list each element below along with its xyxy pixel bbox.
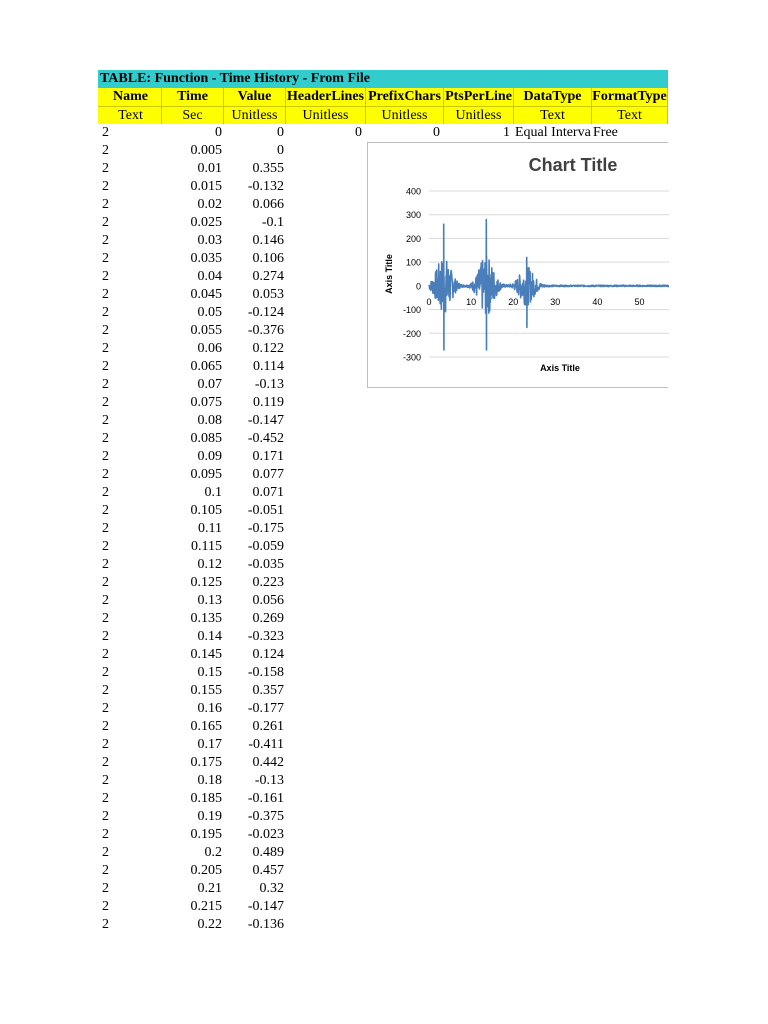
y-axis-title: Axis Title (384, 254, 394, 294)
table-cell[interactable]: 2 (102, 305, 109, 320)
header-cell[interactable]: Name (100, 88, 162, 106)
table-cell[interactable]: 2 (102, 791, 109, 806)
table-cell[interactable]: 0.124 (252, 647, 284, 662)
table-cell[interactable]: 2 (102, 539, 109, 554)
table-cell[interactable]: 0.053 (252, 287, 284, 302)
table-cell[interactable]: 0.15 (197, 665, 222, 680)
header-cell[interactable]: PtsPerLine (444, 88, 514, 106)
table-cell[interactable]: 0.095 (190, 467, 222, 482)
table-cell[interactable]: 2 (102, 359, 109, 374)
table-cell[interactable]: 0.08 (197, 413, 222, 428)
table-cell[interactable]: 0.06 (197, 341, 222, 356)
table-cell[interactable]: 0.442 (252, 755, 284, 770)
table-cell[interactable]: 0.119 (253, 395, 284, 410)
table-cell[interactable]: 0.175 (190, 755, 222, 770)
table-cell[interactable]: 2 (102, 917, 109, 932)
table-cell[interactable]: 0.125 (190, 575, 222, 590)
table-cell[interactable]: 0.17 (197, 737, 222, 752)
unit-cell[interactable]: Unitless (366, 106, 444, 124)
table-cell[interactable]: -0.13 (254, 377, 284, 392)
table-cell[interactable]: -0.035 (247, 557, 284, 572)
table-cell[interactable]: -0.375 (247, 809, 284, 824)
table-cell[interactable]: 2 (102, 863, 109, 878)
table-cell[interactable]: 0.13 (197, 593, 222, 608)
table-cell[interactable]: 0.274 (252, 269, 284, 284)
table-cell[interactable]: 0.357 (252, 683, 284, 698)
table-cell[interactable]: 0.18 (197, 773, 222, 788)
table-cell[interactable]: 2 (102, 755, 109, 770)
table-cell[interactable]: 0.22 (197, 917, 222, 932)
table-cell[interactable]: Equal Interva (515, 125, 591, 140)
table-cell[interactable]: 2 (102, 629, 109, 644)
table-cell[interactable]: 0.195 (190, 827, 222, 842)
table-cell[interactable]: 1 (503, 125, 510, 140)
y-tick-label: 0 (415, 281, 421, 292)
header-cell[interactable]: FormatType (592, 89, 667, 104)
table-cell[interactable]: 2 (102, 665, 109, 680)
table-cell[interactable]: -0.136 (247, 917, 284, 932)
table-cell[interactable]: 0.146 (252, 233, 284, 248)
table-cell[interactable]: 2 (102, 557, 109, 572)
header-edge (98, 106, 100, 124)
table-cell[interactable]: 0.355 (252, 161, 284, 176)
unit-cell[interactable]: Sec (162, 106, 224, 124)
table-cell[interactable]: -0.452 (247, 431, 284, 446)
table-cell[interactable]: 2 (102, 899, 109, 914)
table-cell[interactable]: 0.056 (252, 593, 284, 608)
table-cell[interactable]: 2 (102, 773, 109, 788)
table-cell[interactable]: 0.457 (252, 863, 284, 878)
header-cell[interactable]: HeaderLines (287, 89, 364, 104)
table-cell[interactable]: 0.11 (198, 521, 222, 536)
table-cell[interactable]: -0.147 (247, 413, 284, 428)
y-tick-label: -300 (402, 352, 421, 363)
table-cell[interactable]: 2 (102, 449, 109, 464)
table-cell[interactable]: 0.19 (197, 809, 222, 824)
chart-svg (368, 143, 669, 389)
table-cell[interactable]: -0.323 (247, 629, 284, 644)
table-cell[interactable]: -0.124 (247, 305, 284, 320)
table-cell[interactable]: 0.261 (252, 719, 284, 734)
table-cell[interactable]: 0.115 (191, 539, 222, 554)
table-cell[interactable]: 0.075 (190, 395, 222, 410)
table-cell[interactable]: -0.411 (248, 737, 284, 752)
x-axis-title: Axis Title (540, 363, 580, 373)
y-tick-label: 300 (405, 210, 421, 221)
table-cell[interactable]: 2 (102, 287, 109, 302)
y-tick-label: 200 (405, 233, 421, 244)
x-tick-label: 30 (550, 296, 561, 307)
table-cell[interactable]: -0.13 (254, 773, 284, 788)
table-cell[interactable]: 0 (355, 125, 362, 140)
table-cell[interactable]: 2 (102, 413, 109, 428)
table-cell[interactable]: 0.105 (190, 503, 222, 518)
table-cell[interactable]: 2 (102, 215, 109, 230)
table-cell[interactable]: 0 (215, 125, 222, 140)
header-edge (98, 88, 100, 106)
table-cell[interactable]: 2 (102, 125, 109, 140)
table-cell[interactable]: 0.077 (252, 467, 284, 482)
table-cell[interactable]: 0.21 (197, 881, 222, 896)
table-cell[interactable]: 0.155 (190, 683, 222, 698)
table-cell[interactable]: 0.045 (190, 287, 222, 302)
table-cell[interactable]: 2 (102, 161, 109, 176)
table-cell[interactable]: -0.158 (247, 665, 284, 680)
chart-title: Chart Title (528, 155, 618, 175)
y-tick-label: -200 (402, 328, 421, 339)
table-cell[interactable]: 2 (102, 251, 109, 266)
table-cell[interactable]: -0.1 (261, 215, 284, 230)
table-cell[interactable]: -0.175 (247, 521, 284, 536)
x-tick-label: 50 (634, 296, 645, 307)
table-cell[interactable]: 0.114 (253, 359, 284, 374)
table-cell[interactable]: 2 (102, 647, 109, 662)
table-cell[interactable]: 2 (102, 143, 109, 158)
table-cell[interactable]: 0.122 (252, 341, 284, 356)
table-cell[interactable]: 0.04 (197, 269, 222, 284)
table-cell[interactable]: 0.035 (190, 251, 222, 266)
table-cell[interactable]: 0.215 (190, 899, 222, 914)
table-cell[interactable]: -0.132 (247, 179, 284, 194)
unit-cell[interactable]: Text (592, 106, 668, 124)
table-cell[interactable]: 0.2 (204, 845, 222, 860)
x-tick-label: 40 (592, 296, 603, 307)
table-cell[interactable]: 0.01 (197, 161, 222, 176)
table-cell[interactable]: 0.055 (190, 323, 222, 338)
header-cell[interactable]: Time (162, 88, 224, 106)
y-tick-label: 400 (405, 186, 421, 197)
table-cell[interactable]: 2 (102, 179, 109, 194)
table-cell[interactable]: 2 (102, 431, 109, 446)
unit-cell[interactable]: Text (514, 106, 592, 124)
table-cell[interactable]: 0.005 (190, 143, 222, 158)
table-cell[interactable]: 2 (102, 611, 109, 626)
unit-cell[interactable]: Text (100, 106, 162, 124)
table-cell[interactable]: 2 (102, 341, 109, 356)
table-cell[interactable]: 0.015 (190, 179, 222, 194)
table-cell[interactable]: 0.205 (190, 863, 222, 878)
table-cell[interactable]: 0.071 (252, 485, 284, 500)
table-cell[interactable]: 2 (102, 827, 109, 842)
unit-cell[interactable]: Unitless (224, 106, 286, 124)
table-cell[interactable]: 0.489 (252, 845, 284, 860)
table-cell[interactable]: 2 (102, 323, 109, 338)
x-tick-label: 20 (508, 296, 519, 307)
table-cell[interactable]: 0.145 (190, 647, 222, 662)
table-cell[interactable]: 0.025 (190, 215, 222, 230)
header-cell[interactable]: DataType (514, 88, 592, 106)
table-cell[interactable]: 0.085 (190, 431, 222, 446)
table-cell[interactable]: 2 (102, 395, 109, 410)
table-cell[interactable]: 0.066 (252, 197, 284, 212)
table-cell[interactable]: -0.023 (247, 827, 284, 842)
table-title: TABLE: Function - Time History - From File (98, 70, 668, 88)
table-cell[interactable]: 0.223 (252, 575, 284, 590)
table-cell[interactable]: 2 (102, 575, 109, 590)
y-tick-label: 100 (405, 257, 421, 268)
table-cell[interactable]: 2 (102, 503, 109, 518)
table-cell[interactable]: 2 (102, 233, 109, 248)
series-line (429, 220, 669, 350)
table-cell[interactable]: -0.051 (247, 503, 284, 518)
table-cell[interactable]: 2 (102, 845, 109, 860)
table-cell[interactable]: 0.12 (197, 557, 222, 572)
table-cell[interactable]: 0 (277, 125, 284, 140)
table-cell[interactable]: -0.177 (247, 701, 284, 716)
table-cell[interactable]: 2 (102, 737, 109, 752)
table-cell[interactable]: 0.269 (252, 611, 284, 626)
table-cell[interactable]: 0.32 (259, 881, 284, 896)
table-cell[interactable]: 2 (102, 683, 109, 698)
table-cell[interactable]: 0.1 (204, 485, 222, 500)
header-cell[interactable]: Value (224, 88, 286, 106)
table-cell[interactable]: 0.05 (197, 305, 222, 320)
table-cell[interactable]: 2 (102, 485, 109, 500)
table-cell[interactable]: 0.16 (197, 701, 222, 716)
table-cell[interactable]: 0 (433, 125, 440, 140)
table-cell[interactable]: 2 (102, 377, 109, 392)
table-cell[interactable]: 0.14 (197, 629, 222, 644)
y-tick-label: -100 (402, 305, 421, 316)
table-cell[interactable]: -0.376 (247, 323, 284, 338)
table-cell[interactable]: 2 (102, 809, 109, 824)
table-cell[interactable]: 0.09 (197, 449, 222, 464)
table-cell[interactable]: 0 (277, 143, 284, 158)
unit-cell[interactable]: Unitless (444, 106, 514, 124)
x-tick-label: 10 (466, 296, 477, 307)
table-cell[interactable]: 2 (102, 701, 109, 716)
unit-cell[interactable]: Unitless (286, 106, 366, 124)
table-cell[interactable]: 2 (102, 593, 109, 608)
table-cell[interactable]: 2 (102, 467, 109, 482)
table-cell[interactable]: 2 (102, 269, 109, 284)
table-cell[interactable]: 0.165 (190, 719, 222, 734)
table-cell[interactable]: -0.059 (247, 539, 284, 554)
table-cell[interactable]: 2 (102, 521, 109, 536)
header-cell[interactable]: PrefixChars (366, 88, 444, 106)
embedded-chart[interactable] (367, 142, 668, 388)
table-cell[interactable]: 0.03 (197, 233, 222, 248)
table-cell[interactable]: 2 (102, 881, 109, 896)
table-cell[interactable]: 2 (102, 197, 109, 212)
table-cell[interactable]: 0.185 (190, 791, 222, 806)
table-cell[interactable]: -0.147 (247, 899, 284, 914)
table-cell[interactable]: 0.07 (197, 377, 222, 392)
table-cell[interactable]: 0.02 (197, 197, 222, 212)
table-cell[interactable]: 0.065 (190, 359, 222, 374)
table-cell[interactable]: 0.135 (190, 611, 222, 626)
table-cell[interactable]: 2 (102, 719, 109, 734)
table-cell[interactable]: -0.161 (247, 791, 284, 806)
table-cell[interactable]: 0.171 (252, 449, 284, 464)
table-cell[interactable]: Free (593, 125, 618, 140)
table-cell[interactable]: 0.106 (252, 251, 284, 266)
x-tick-label: 0 (426, 296, 432, 307)
